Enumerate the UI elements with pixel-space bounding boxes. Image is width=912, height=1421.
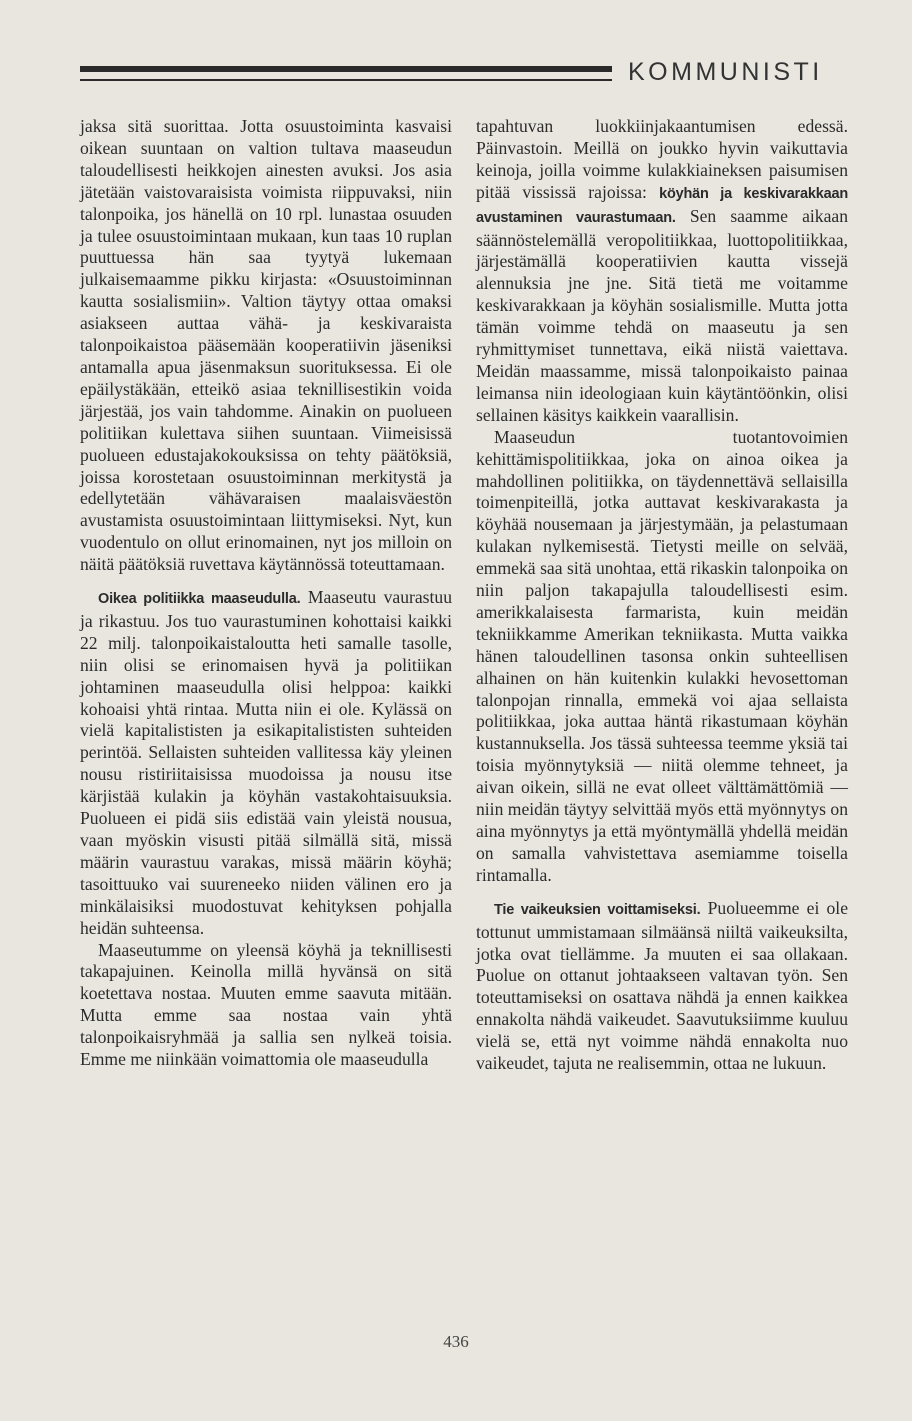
left-column xyxy=(80,116,452,1071)
header-rule-thin xyxy=(80,79,612,81)
header-rule-thick xyxy=(80,66,612,72)
emphasized-phrase: köyhän ja keskivarakkaan avustaminen vaurastumaan. xyxy=(476,185,848,226)
paragraph-text: Maaseutu vaurastuu ja rikastuu. Jos tuo vaurastuminen kohottaisi kaikki 22 milj. talonpoikaistaloutta heti samalle tasolle, niin olisi se erinomaisen hyvä ja politiikan johtaminen maaseudulla olisi helppoa: kaikki kohoaisi yhtä rintaa. Mutta niin ei ole. Kylässä on vielä kapitalististen ja esikapitalististen suhteiden perintöä. Sellaisten suhteiden vallitessa käy yleinen nousu ristiriitaisissa muodoissa ja nousu itse kärjistää kulakin ja köyhän vastakohtaisuuksia. Puolueen ei pidä siis edistää vain yleistä nousua, vaan myöskin visusti pitää silmällä sitä, missä määrin vaurastuu varakas, missä määrin köyhä; tasoittuuko vai suureneeko niiden välinen ero ja minkälaisiksi muodostuvat kehityksen pohjalla heidän suhteensa. xyxy=(80,587,452,938)
paragraph-text: Puolueemme ei ole tottunut ummistamaan silmäänsä niiltä vaikeuksilta, jotka ovat tiellämme. Ja muuten ei saa ollakaan. Puolue on ottanut johtaakseen valtavan työn. Sen toteuttamiseksi on osattava nähdä ja ennen kaikkea ennakolta nähdä vaikeudet. Saavutuksiimme kuuluu vielä se, että nyt voimme nähdä ennakolta nuo vaikeudet, tajuta ne realisemmin, ottaa ne lukuun. xyxy=(476,897,849,1074)
paragraph xyxy=(476,898,848,1075)
section-subheading: Tie vaikeuksien voittamiseksi. xyxy=(494,901,701,918)
journal-title: KOMMUNISTI xyxy=(628,58,823,86)
right-column xyxy=(476,116,848,1075)
masthead xyxy=(80,52,850,92)
paragraph: Maaseutumme on yleensä köyhä ja teknillisesti takapajuinen. Keinolla millä hyvänsä on sitä koetettava nostaa. Muuten emme saavuta mitään. Mutta emme saa nostaa vain yhtä talonpoikaisryhmää ja sallia sen nylkeä toisia. Emme me niinkään voimattomia ole maaseudulla xyxy=(80,939,452,1070)
page-number: 436 xyxy=(443,1332,469,1351)
paragraph: Maaseudun tuotantovoimien kehittämispolitiikkaa, joka on ainoa oikea ja mahdollinen politiikka, on täydennettävä sellaisilla toimenpiteillä, jotka auttavat keskivarakasta ja köyhää nousemaan ja järjestymään, ja pelastumaan kulakan nylkemisestä. Tietysti meille on selvää, emmekä saa sitä unohtaa, että rikaskin talonpoika on niin paljon takapajulla taloudellisesti esim. amerikkalaisesta farmarista, kuin meidän tekniikkamme Amerikan tekniikasta. Mutta vaikka hänen taloudellinen tasonsa onkin suhteellisen alhainen on hän kuitenkin kulakki hevosettoman talonpojan rinnalla, emmekä voi ajaa sellaista politiikkaa, joka auttaa häntä rikastumaan köyhän kustannuksella. Jos tässä suhteessa teemme yksiä tai toisia myönnytyksiä — niitä olemme tehneet, ja aivan oikein, sillä ne evat olleet välttämättömiä — niin meidän täytyy selvittää myös että myönnytys on aina myönnytys ja että myöntymällä yhdellä meidän on samalla vahvistettava asemiamme toisella rintamalla. xyxy=(476,426,848,885)
paragraph xyxy=(80,587,452,940)
paragraph-text: Sen saamme aikaan säännöstelemällä veropolitiikkaa, luottopolitiikkaa, järjestämällä kooperatiivien kautta vissejä alennuksia jne jne. Sitä tietä me voitamme keskivarakkaan ja köyhän sosialismille. Mutta jotta tämän voimme tehdä on maaseutu ja sen ryhmittymiset tunnettava, eikä niistä vaiettava. Meidän maassamme, missä talonpoikaisto painaa leimansa niin ideologiaan kuin käytäntöönkin, olisi sellainen käsitys kaikkein vaarallisin. xyxy=(476,205,848,425)
paragraph: jaksa sitä suorittaa. Jotta osuustoiminta kasvaisi oikean suuntaan on valtion tultava maaseudun taloudellisesti heikkojen ainesten avuksi. Jos asia jätetään vaistovaraisista voimista riippuvaksi, niin talonpoika, jos hänellä on 10 rpl. lunastaa osuuden ja tulee osuustoimintaan mukaan, kun taas 10 ruplan puuttuessa hän saa tyytyä lukemaan julkaisemaamme pikku kirjasta: «Osuustoiminnan kautta sosialismiin». Valtion täytyy ottaa omaksi asiakseen auttaa vähä- ja keskivaraista talonpoikaistoa pääsemään kooperatiivin jäseniksi antamalla apua jäsenmaksun suorituksessa. Ei ole epäilystäkään, etteikö asiaa teknillisestikin voida järjestää, jos vain tahdomme. Ainakin on puolueen politiikan kulettava siihen suuntaan. Viimeisissä puolueen edustajakokouksissa on tehty päätöksiä, joissa korostetaan osuustoiminnan merkitystä ja edellytetään vähävaraisen maalaisväestön avustamista osuustoimintaan liittymiseksi. Nyt, kun vuodentulo on ollut erinomainen, nyt jos milloin on näitä päätöksiä ruvettava käytännössä toteuttamaan. xyxy=(80,116,452,575)
paragraph xyxy=(476,116,848,427)
paragraph-text: tapahtuvan luokkiinjakaantumisen edessä. Päinvastoin. Meillä on joukko hyvin vaikuttavia keinoja, joilla voimme kulakkiaineksen paisumisen pitää vississä rajoissa: xyxy=(476,116,848,202)
section-subheading: Oikea politiikka maaseudulla. xyxy=(98,591,301,608)
